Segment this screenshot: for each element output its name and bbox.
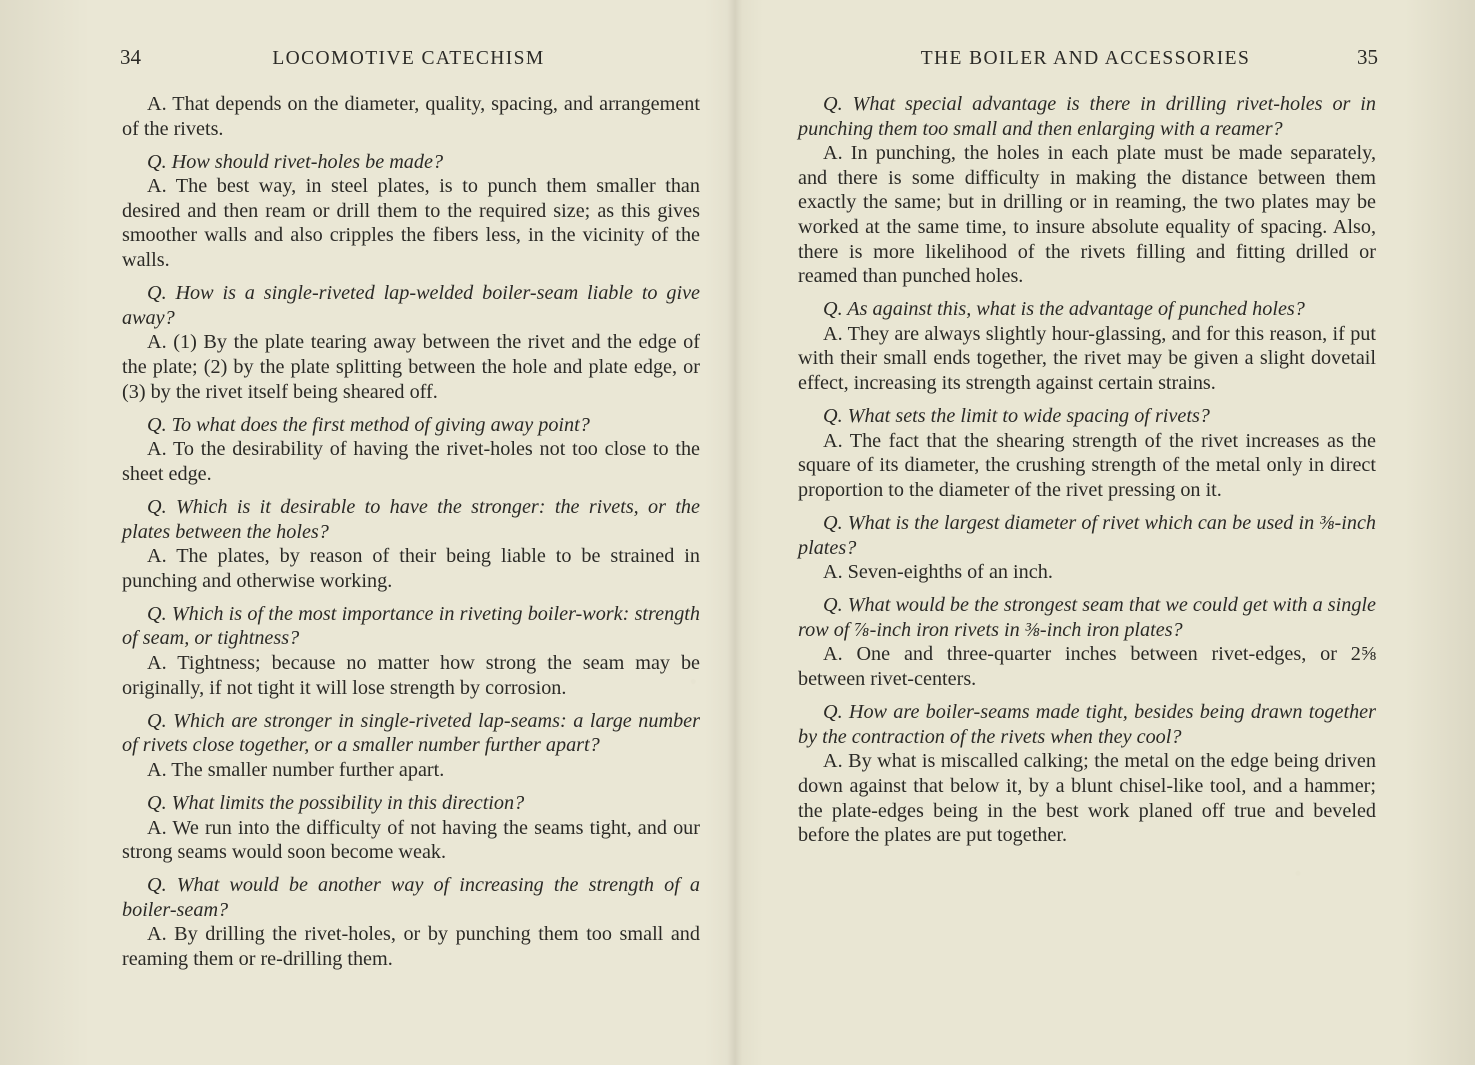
question-paragraph: Q. To what does the first method of giving away point?	[147, 413, 590, 436]
answer-paragraph: A. The fact that the shearing strength of the rivet increases as the square of its diameter, the crushing strength of the metal only in direct proportion to the diameter of the rivet pressing on it.	[798, 429, 1376, 501]
question-paragraph: Q. How are boiler-seams made tight, besides being drawn together by the contraction of the rivets when they cool?	[798, 701, 1376, 748]
left-page-running-head	[120, 45, 702, 71]
answer-paragraph: A. By what is miscalled calking; the metal on the edge being driven down against that below it, by a blunt chisel-like tool, and a hammer; the plate-edges being in the best work planed off true and beveled before the plates are put together.	[798, 750, 1376, 847]
answer-paragraph: A. The plates, by reason of their being liable to be strained in punching and otherwise working.	[122, 545, 700, 592]
question-paragraph: Q. Which are stronger in single-riveted lap-seams: a large number of rivets close together, or a smaller number further apart?	[122, 709, 700, 757]
right-page-text-column	[798, 92, 1376, 848]
question-paragraph: Q. Which is of the most importance in riveting boiler-work: strength of seam, or tightness?	[122, 602, 700, 650]
answer-paragraph: A. That depends on the diameter, quality, spacing, and arrangement of the rivets.	[122, 93, 700, 140]
left-page-text-column	[122, 92, 700, 972]
answer-paragraph: A. They are always slightly hour-glassing, and for this reason, if put with their small ends together, the rivet may be given a slight dovetail effect, increasing its strength against certain strains.	[798, 322, 1376, 395]
answer-paragraph: A. Seven-eighths of an inch.	[823, 561, 1053, 584]
answer-paragraph: A. We run into the difficulty of not having the seams tight, and our strong seams would soon become weak.	[122, 816, 700, 864]
question-paragraph: Q. How is a single-riveted lap-welded boiler-seam liable to give away?	[122, 282, 700, 329]
question-paragraph: Q. What sets the limit to wide spacing of rivets?	[823, 405, 1210, 428]
answer-paragraph: A. To the desirability of having the rivet-holes not too close to the sheet edge.	[122, 438, 700, 485]
answer-paragraph: A. (1) By the plate tearing away between the rivet and the edge of the plate; (2) by the plate splitting between the hole and plate edge, or (3) by the rivet itself being sheared off.	[122, 331, 700, 403]
question-paragraph: Q. What is the largest diameter of rivet which can be used in ⅜-inch plates?	[798, 512, 1376, 559]
answer-paragraph: A. The best way, in steel plates, is to punch them smaller than desired and then ream or drill them to the required size; as this gives smoother walls and also cripples the fibers less, in the vicinity of the walls.	[122, 175, 700, 272]
question-paragraph: Q. Which is it desirable to have the stronger: the rivets, or the plates between the holes?	[122, 495, 700, 543]
answer-paragraph: A. By drilling the rivet-holes, or by punching them too small and reaming them or re-drilling them.	[122, 923, 700, 970]
question-paragraph: Q. What special advantage is there in drilling rivet-holes or in punching them too small and then enlarging with a reamer?	[798, 93, 1376, 140]
question-paragraph: Q. As against this, what is the advantage of punched holes?	[823, 298, 1305, 321]
right-page-running-head	[798, 45, 1378, 71]
question-paragraph: Q. What would be the strongest seam that we could get with a single row of ⅞-inch iron rivets in ⅜-inch iron plates?	[798, 594, 1376, 641]
question-paragraph: Q. How should rivet-holes be made?	[147, 150, 444, 173]
answer-paragraph: A. The smaller number further apart.	[147, 758, 445, 781]
answer-paragraph: A. One and three-quarter inches between rivet-edges, or 2⅝ between rivet-centers.	[798, 643, 1376, 691]
question-paragraph: Q. What limits the possibility in this direction?	[147, 791, 525, 814]
question-paragraph: Q. What would be another way of increasing the strength of a boiler-seam?	[122, 874, 700, 921]
left-page-running-title: LOCOMOTIVE CATECHISM	[272, 48, 545, 69]
left-page-folio: 34	[120, 45, 141, 69]
right-page-running-title: THE BOILER AND ACCESSORIES	[920, 48, 1251, 69]
answer-paragraph: A. Tightness; because no matter how strong the seam may be originally, if not tight it will lose strength by corrosion.	[122, 651, 700, 699]
answer-paragraph: A. In punching, the holes in each plate must be made separately, and there is some difficulty in making the distance between them exactly the same; but in drilling or in reaming, the two plates may be worked at the same time, to insure absolute equality of spacing. Also, there is more likelihood of the rivets filling and fitting drilled or reamed than punched holes.	[798, 142, 1376, 288]
right-page-folio: 35	[1357, 45, 1378, 69]
